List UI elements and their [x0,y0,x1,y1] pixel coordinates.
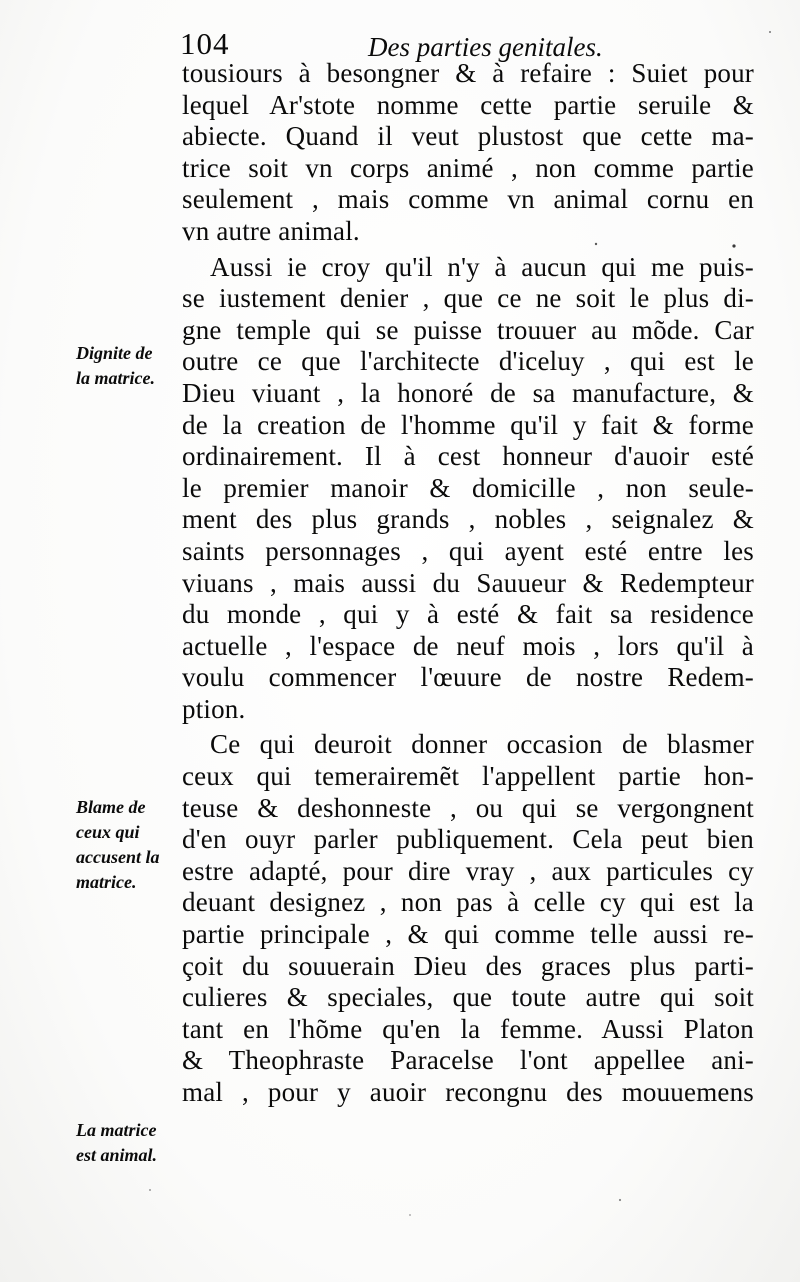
text-line: se iustement denier , que ce ne soit le plus di- [182,283,754,314]
text-line: viuans , mais aussi du Sauueur & Redempteur [182,567,754,598]
text-line: Aussi ie croy qu'il n'y à aucun qui me puis- [210,251,754,282]
margin-note-line: la matrice. [76,368,155,388]
text-line: ption. [182,693,246,724]
page-number: 104 [180,26,230,61]
text-line: gne temple qui se puisse trouuer au mõde. Car [182,314,754,345]
text-line: partie principale , & qui comme telle aussi re- [182,919,754,950]
text-line: deuant designez , non pas à celle cy qui est la [182,887,754,918]
text-line: de la creation de l'homme qu'il y fait & forme [182,409,754,440]
margin-note-line: matrice. [76,872,137,892]
text-line: le premier manoir & domicille , non seule- [182,472,754,503]
margin-note-line: Blame de [76,797,146,817]
text-line: & Theophraste Paracelse l'ont appellee ani- [182,1045,754,1076]
text-line: voulu commencer l'œuure de nostre Redem- [182,662,754,693]
margin-note-line: ceux qui [76,822,140,842]
text-line: culieres & speciales, que toute autre qui soit [182,982,754,1013]
margin-note-line: accusent la [76,847,160,867]
text-line: ment des plus grands , nobles , seignalez & [182,504,754,535]
margin-note-line: La matrice [76,1120,157,1140]
text-line: teuse & deshonneste , ou qui se vergongnent [182,792,754,823]
text-line: du monde , qui y à esté & fait sa residence [182,599,754,630]
text-line: saints personnages , qui ayent esté entre les [182,535,754,566]
text-line: abiecte. Quand il veut plustost que cette ma- [182,121,754,152]
text-line: Ce qui deuroit donner occasion de blasmer [210,729,754,760]
text-line: seulement , mais comme vn animal cornu en [182,184,754,215]
text-line: Dieu viuant , la honoré de sa manufacture, & [182,377,754,408]
text-line: lequel Ar'stote nomme cette partie seruile & [182,89,754,120]
running-title: Des parties genitales. [368,32,603,62]
text-line: ceux qui temerairemẽt l'appellent partie hon- [182,761,754,792]
margin-note-line: est animal. [76,1145,158,1165]
text-line: trice soit vn corps animé , non comme partie [182,152,754,183]
text-line: çoit du souuerain Dieu des graces plus parti- [182,950,754,981]
text-line: actuelle , l'espace de neuf mois , lors qu'il à [182,630,754,661]
text-line: tant en l'hõme qu'en la femme. Aussi Platon [182,1013,754,1044]
text-line: estre adapté, pour dire vray , aux particules cy [182,855,754,886]
text-line: d'en ouyr parler publiquement. Cela peut bien [182,824,754,855]
text-line: vn autre animal. [182,215,360,246]
text-line: ordinairement. Il à cest honneur d'auoir esté [182,441,754,472]
text-line: outre ce que l'architecte d'iceluy , qui est le [182,346,754,377]
text-line: tousiours à besongner & à refaire : Suiet pour [182,58,754,88]
text-line: mal , pour y auoir recongnu des mouuemens [182,1077,754,1107]
margin-note-line: Dignite de [76,343,153,363]
